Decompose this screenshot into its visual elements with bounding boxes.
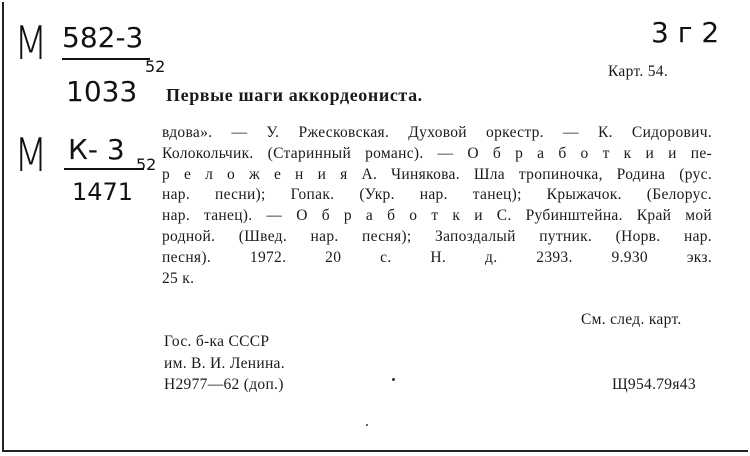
description-line: нар. песни); Гопак. (Укр. нар. танец); Крыжачок. (Белорус. xyxy=(162,186,712,204)
library-line-1: Гос. б-ка СССР xyxy=(164,333,270,350)
description-line: Колокольчик. (Старинный романс). — О б р а б о т к и и пе- xyxy=(162,144,712,162)
ink-speck xyxy=(366,424,368,426)
description-line: песня). 1972. 20 с. Н. д. 2393. 9.930 экз. xyxy=(162,248,712,266)
description-line: родной. (Швед. нар. песня); Запоздалый путник. (Норв. нар. xyxy=(162,227,712,245)
handwritten-shelf-bottom-denominator: 1471 xyxy=(72,178,134,206)
handwritten-fraction-line-top xyxy=(62,58,150,60)
handwritten-letter-top: М xyxy=(14,16,48,70)
description-line: нар. танец). — О б р а б о т к и С. Рубинштейна. Край мой xyxy=(162,207,712,225)
handwritten-tag-top: 52 xyxy=(145,57,166,76)
description-line: р е л о ж е н и я А. Чинякова. Шла тропиночка, Родина (рус. xyxy=(162,165,712,183)
handwritten-shelf-bottom-numerator: К- 3 xyxy=(68,133,125,166)
handwritten-fraction-line-bottom xyxy=(64,168,144,170)
description-line: вдова». — У. Ржесковская. Духовой оркестр. — К. Сидорович. xyxy=(162,124,712,141)
book-title: Первые шаги аккордеониста. xyxy=(166,85,423,105)
see-next-card: См. след. карт. xyxy=(581,311,682,328)
handwritten-letter-bottom: М xyxy=(14,128,48,182)
handwritten-shelf-top-numerator: 582-3 xyxy=(62,21,144,54)
library-line-2: им. В. И. Ленина. xyxy=(164,355,285,372)
handwritten-tag-bottom: 52 xyxy=(136,155,157,174)
handwritten-corner-mark: 3 г 2 xyxy=(651,16,720,49)
index-code: Щ954.79я43 xyxy=(612,376,696,393)
description-line: 25 к. xyxy=(162,269,195,287)
description-body xyxy=(162,123,712,289)
ink-speck xyxy=(392,378,395,381)
catalog-card xyxy=(2,2,748,452)
card-number: Карт. 54. xyxy=(608,63,668,80)
library-line-3: Н2977—62 (доп.) xyxy=(164,376,284,393)
handwritten-shelf-top-denominator: 1033 xyxy=(66,75,138,108)
